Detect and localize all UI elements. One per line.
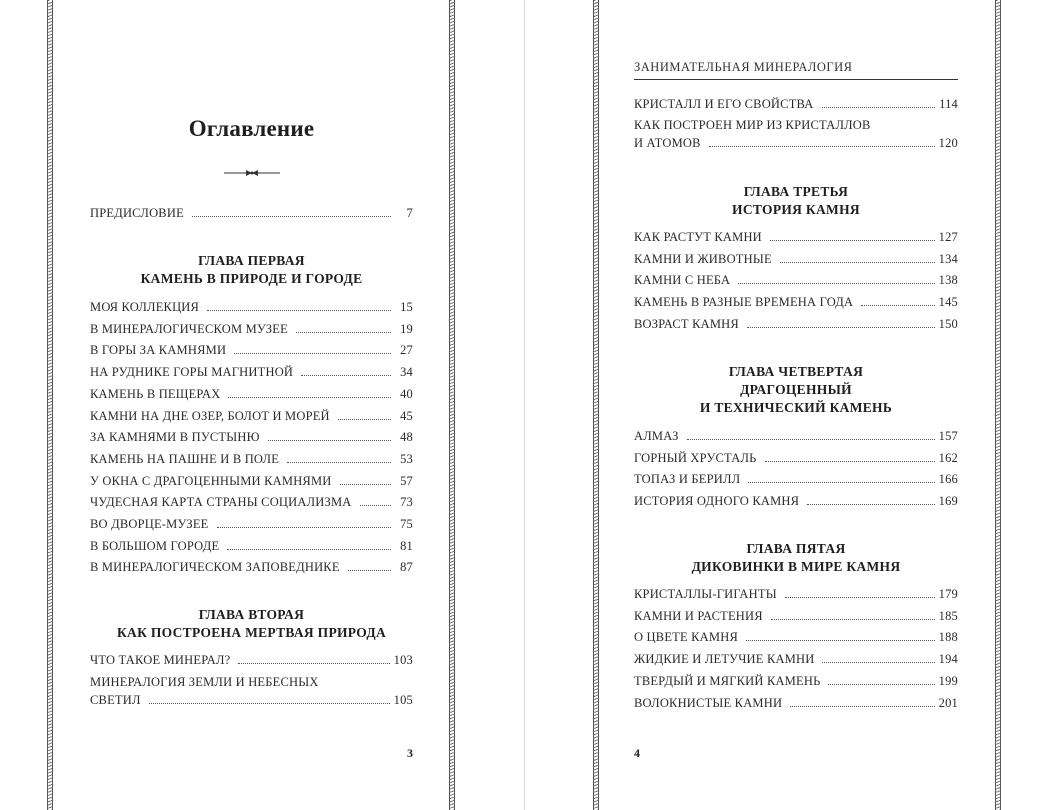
chapter-heading-2: ГЛАВА ВТОРАЯ КАК ПОСТРОЕНА МЕРТВАЯ ПРИРОДА bbox=[116, 607, 387, 640]
toc-entry[interactable]: ГОРНЫЙ ХРУСТАЛЬ 162 bbox=[634, 450, 958, 465]
chapter-heading-5: ГЛАВА ПЯТАЯ ДИКОВИНКИ В МИРЕ КАМНЯ bbox=[691, 541, 901, 574]
page-number: 3 bbox=[407, 746, 413, 760]
page-edge-left-inner bbox=[449, 0, 455, 810]
toc-title: Оглавление bbox=[188, 116, 315, 141]
dot-leader bbox=[861, 305, 934, 306]
toc-entry[interactable]: КАМЕНЬ В РАЗНЫЕ ВРЕМЕНА ГОДА 145 bbox=[634, 295, 958, 310]
dot-leader bbox=[738, 283, 934, 284]
dot-leader bbox=[822, 662, 934, 663]
toc-entry[interactable]: В БОЛЬШОМ ГОРОДЕ 81 bbox=[90, 538, 413, 553]
toc-entry[interactable]: КРИСТАЛЛ И ЕГО СВОЙСТВА 114 bbox=[634, 97, 958, 111]
toc-entry[interactable]: У ОКНА С ДРАГОЦЕННЫМИ КАМНЯМИ 57 bbox=[90, 473, 413, 488]
dot-leader bbox=[338, 419, 391, 420]
toc-entry[interactable]: АЛМАЗ 157 bbox=[634, 429, 958, 443]
toc-entry[interactable]: ВО ДВОРЦЕ-МУЗЕЕ 75 bbox=[90, 517, 413, 531]
chapter-heading-4: ГЛАВА ЧЕТВЕРТАЯ ДРАГОЦЕННЫЙ И ТЕХНИЧЕСКИЙ КАМЕНЬ bbox=[699, 364, 893, 415]
toc-entry[interactable]: ВОЛОКНИСТЫЕ КАМНИ 201 bbox=[634, 695, 958, 710]
dot-leader bbox=[149, 703, 390, 704]
chapter-heading-3: ГЛАВА ТРЕТЬЯ ИСТОРИЯ КАМНЯ bbox=[732, 184, 860, 217]
toc-entry[interactable]: КАК РАСТУТ КАМНИ 127 bbox=[634, 230, 958, 244]
dot-leader bbox=[238, 663, 389, 664]
toc-entry[interactable]: ИСТОРИЯ ОДНОГО КАМНЯ 169 bbox=[634, 494, 958, 509]
toc-entry[interactable]: МОЯ КОЛЛЕКЦИЯ 15 bbox=[90, 300, 413, 314]
toc-entry[interactable]: КАМНИ И РАСТЕНИЯ 185 bbox=[634, 608, 958, 623]
dot-leader bbox=[770, 240, 935, 241]
toc-entry[interactable]: КРИСТАЛЛЫ-ГИГАНТЫ 179 bbox=[634, 587, 958, 601]
toc-entry[interactable]: В МИНЕРАЛОГИЧЕСКОМ ЗАПОВЕДНИКЕ 87 bbox=[90, 560, 413, 575]
dot-leader bbox=[709, 146, 935, 147]
dot-leader bbox=[747, 327, 935, 328]
toc-entry[interactable]: МИНЕРАЛОГИЯ ЗЕМЛИ И НЕБЕСНЫХ СВЕТИЛ 105 bbox=[90, 675, 413, 707]
dot-leader bbox=[301, 375, 391, 376]
toc-entry[interactable]: В МИНЕРАЛОГИЧЕСКОМ МУЗЕЕ 19 bbox=[90, 321, 413, 336]
dot-leader bbox=[771, 619, 935, 620]
right-page bbox=[525, 0, 1049, 810]
toc-entry[interactable]: КАМЕНЬ НА ПАШНЕ И В ПОЛЕ 53 bbox=[90, 451, 413, 466]
dot-leader bbox=[340, 484, 392, 485]
toc-entry[interactable]: ЗА КАМНЯМИ В ПУСТЫНЮ 48 bbox=[90, 430, 413, 445]
toc-entry[interactable]: КАМНИ НА ДНЕ ОЗЕР, БОЛОТ И МОРЕЙ 45 bbox=[90, 408, 413, 423]
toc-entry[interactable]: В ГОРЫ ЗА КАМНЯМИ 27 bbox=[90, 343, 413, 358]
dot-leader bbox=[228, 397, 391, 398]
ornament-divider-icon bbox=[222, 166, 282, 180]
toc-entry[interactable]: ЧТО ТАКОЕ МИНЕРАЛ? 103 bbox=[90, 653, 413, 667]
dot-leader bbox=[780, 262, 935, 263]
chapter-heading-1: ГЛАВА ПЕРВАЯ КАМЕНЬ В ПРИРОДЕ И ГОРОДЕ bbox=[140, 253, 363, 286]
toc-entry[interactable]: НА РУДНИКЕ ГОРЫ МАГНИТНОЙ 34 bbox=[90, 365, 413, 380]
page-edge-right-outer bbox=[995, 0, 1001, 810]
dot-leader bbox=[268, 440, 391, 441]
dot-leader bbox=[296, 332, 391, 333]
dot-leader bbox=[785, 597, 935, 598]
toc-entry[interactable]: ЖИДКИЕ И ЛЕТУЧИЕ КАМНИ 194 bbox=[634, 652, 958, 667]
toc-entry[interactable]: ЧУДЕСНАЯ КАРТА СТРАНЫ СОЦИАЛИЗМА 73 bbox=[90, 495, 413, 510]
toc-entry[interactable]: КАМНИ С НЕБА 138 bbox=[634, 273, 958, 288]
page-edge-left-outer bbox=[47, 0, 53, 810]
dot-leader bbox=[217, 527, 392, 528]
toc-entry[interactable]: ТОПАЗ И БЕРИЛЛ 166 bbox=[634, 472, 958, 487]
page-number: 4 bbox=[634, 746, 640, 760]
toc-entry[interactable]: О ЦВЕТЕ КАМНЯ 188 bbox=[634, 630, 958, 645]
dot-leader bbox=[227, 549, 391, 550]
dot-leader bbox=[746, 640, 935, 641]
dot-leader bbox=[234, 353, 391, 354]
dot-leader bbox=[207, 310, 391, 311]
toc-entry[interactable]: КАМНИ И ЖИВОТНЫЕ 134 bbox=[634, 251, 958, 266]
dot-leader bbox=[192, 216, 391, 217]
toc-entry[interactable]: ВОЗРАСТ КАМНЯ 150 bbox=[634, 316, 958, 331]
dot-leader bbox=[828, 684, 934, 685]
left-page bbox=[0, 0, 524, 810]
dot-leader bbox=[790, 706, 934, 707]
toc-entry-preface[interactable]: ПРЕДИСЛОВИЕ 7 bbox=[90, 206, 413, 220]
running-head: ЗАНИМАТЕЛЬНАЯ МИНЕРАЛОГИЯ bbox=[634, 60, 958, 80]
page-edge-right-inner bbox=[593, 0, 599, 810]
dot-leader bbox=[807, 504, 934, 505]
toc-entry[interactable]: ТВЕРДЫЙ И МЯГКИЙ КАМЕНЬ 199 bbox=[634, 673, 958, 688]
dot-leader bbox=[687, 439, 935, 440]
toc-entry[interactable]: КАМЕНЬ В ПЕЩЕРАХ 40 bbox=[90, 386, 413, 401]
dot-leader bbox=[360, 505, 391, 506]
toc-entry[interactable]: КАК ПОСТРОЕН МИР ИЗ КРИСТАЛЛОВ И АТОМОВ 120 bbox=[634, 118, 958, 150]
dot-leader bbox=[348, 570, 391, 571]
dot-leader bbox=[822, 107, 936, 108]
dot-leader bbox=[287, 462, 391, 463]
dot-leader bbox=[765, 461, 935, 462]
dot-leader bbox=[748, 482, 934, 483]
